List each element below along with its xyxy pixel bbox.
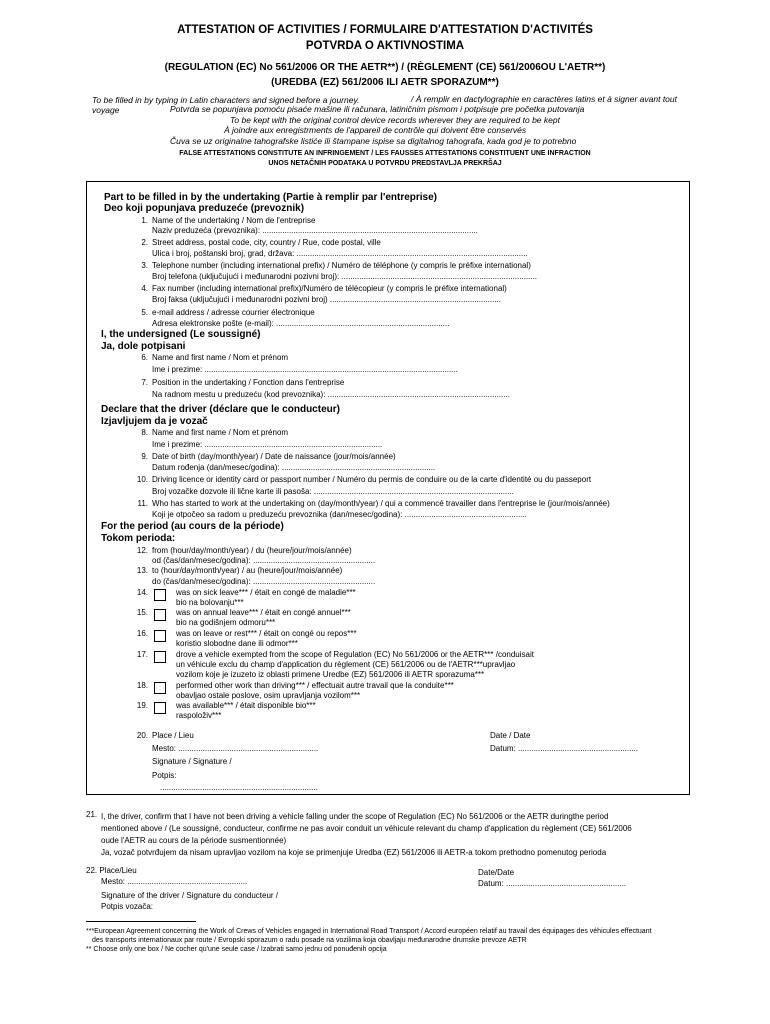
footnote-aetr-cont: des transports internationaux par route / Evropski sporazum o radu posade na vozilima koja obavljaju međunarodne drumske prevoze AETR (92, 937, 527, 944)
item-17-label: drove a vehicle exempted from the scope of Regulation (EC) No 561/2006 or the AETR*** /conduisait (176, 650, 534, 659)
leave-rest-checkbox[interactable] (154, 630, 166, 642)
item-19-label: was available*** / était disponible bio*** (176, 701, 316, 710)
signatory-name-field[interactable]: Ime i prezime: .................................................................................................................. (152, 365, 458, 374)
date-field[interactable]: Datum: ...................................................... (490, 744, 639, 753)
intro-line-2b: Potvrda se popunjava pomoću pisaće mašine ili računara, latiničnim pismom i potpisuje pre početka putovanja (170, 104, 585, 114)
item-4-label: Fax number (including international prefix)/Numéro de télécopieur (y compris le préfixe international) (152, 284, 507, 293)
item-number: 14. (136, 588, 148, 597)
section-driver: Declare that the driver (déclare que le conducteur) (101, 404, 340, 415)
footnote-divider (86, 921, 196, 922)
section-undersigned: I, the undersigned (Le soussigné) (101, 329, 261, 340)
section-undertaking: Part to be filled in by the undertaking (Partie à remplir par l'entreprise) (104, 192, 438, 203)
driver-date-label: Date/Date (478, 868, 515, 877)
annual-leave-checkbox[interactable] (154, 609, 166, 621)
item-12-label: from (hour/day/month/year) / du (heure/jour/mois/année) (152, 546, 352, 555)
item-3-label: Telephone number (including international prefix) / Numéro de téléphone (y compris le préfixe international) (152, 261, 531, 270)
sick-leave-checkbox[interactable] (154, 589, 166, 601)
regulation-line: (REGULATION (EC) No 561/2006 OR THE AETR**) / (RÈGLEMENT (CE) 561/2006OU L'AETR**) (164, 62, 606, 73)
position-field[interactable]: Na radnom mestu u preduzeću (kod prevoznika): .................................................................................. (152, 390, 510, 399)
signature-field[interactable]: ....................................................................... (160, 783, 318, 792)
item-19-label-sr: raspoloživ*** (176, 711, 222, 720)
item-number: 10. (136, 475, 148, 484)
driver-name-field[interactable]: Ime i prezime: ................................................................................ (152, 440, 383, 449)
birth-date-field[interactable]: Datum rođenja (dan/mesec/godina): ..................................................................... (152, 463, 436, 472)
driver-place-field[interactable]: Mesto: ...................................................... (101, 877, 248, 886)
item-18-label: performed other work than driving*** / effectuait autre travail que la conduite*** (176, 681, 454, 690)
warning-line-1: FALSE ATTESTATIONS CONSTITUTE AN INFRINGEMENT / LES FAUSSES ATTESTATIONS CONSTITUENT UNE INFRACTION (179, 150, 591, 157)
undertaking-name-field[interactable]: Naziv preduzeća (prevoznika): ................................................................................................. (152, 226, 478, 235)
item-16-label-sr: koristio slobodne dane ili odmor*** (176, 639, 298, 648)
section-undertaking-sr: Deo koji popunjava preduzeće (prevoznik) (104, 203, 305, 214)
start-date-field[interactable]: Koji je otpočeo sa radom u preduzeću prevoznika (dan/mesec/godina): ....................................................... (152, 510, 527, 519)
fax-field[interactable]: Broj faksa (uključujući i međunarodni pozivni broj) ............................................................................. (152, 295, 502, 304)
section-period: For the period (au cours de la période) (101, 521, 284, 532)
item-9-label: Date of birth (day/month/year) / Date de naissance (jour/mois/année) (152, 452, 396, 461)
item-number: 2. (141, 238, 148, 247)
driver-date-field[interactable]: Datum: ...................................................... (478, 879, 627, 888)
regulation-line-sr: (UREDBA (EZ) 561/2006 ILI AETR SPORAZUM**) (271, 77, 499, 88)
item-number: 16. (136, 629, 148, 638)
item-15-label: was on annual leave*** / était en congé annuel*** (176, 608, 351, 617)
item-number: 11. (137, 499, 148, 508)
item-5-label: e-mail address / adresse courrier électronique (152, 308, 315, 317)
driver-place-label: 22. Place/Lieu (86, 866, 137, 875)
signature-label: Signature / Signature / (152, 757, 232, 766)
item-11-label: Who has started to work at the undertaking on (day/month/year) / qui a commencé travailler dans l'entreprise le (jour/mois/année) (152, 499, 610, 508)
item-15-label-sr: bio na godišnjem odmoru*** (176, 618, 276, 627)
item-6-label: Name and first name / Nom et prénom (152, 353, 289, 362)
item-16-label: was on leave or rest*** / était on congé ou repos*** (176, 629, 357, 638)
intro-line-1b: / À remplir en dactylographie en caractères latins et à signer avant tout (411, 94, 678, 104)
driver-confirmation-line-2: mentioned above / (Le soussigné, conducteur, confirme ne pas avoir conduit un véhicule relevant du champ d'application du règlement (CE) 561/2006 (101, 824, 632, 833)
item-1-label: Name of the undertaking / Nom de l'entreprise (152, 216, 316, 225)
item-2-label: Street address, postal code, city, country / Rue, code postal, ville (152, 238, 381, 247)
item-number: 8. (141, 428, 148, 437)
item-10-label: Driving licence or identity card or passport number / Numéro du permis de conduire ou de la carte d'identité ou du passeport (152, 475, 592, 484)
item-14-label-sr: bio na bolovanju*** (176, 598, 244, 607)
item-number: 13. (136, 566, 148, 575)
item-number: 20. (136, 731, 148, 740)
section-undersigned-sr: Ja, dole potpisani (101, 341, 186, 352)
licence-number-field[interactable]: Broj vozačke dozvole ili lične karte ili pasoša: .......................................................................................... (152, 487, 514, 496)
driver-signature-field[interactable]: Potpis vozača: (101, 902, 154, 911)
item-number: 7. (141, 378, 148, 387)
item-8-label: Name and first name / Nom et prénom (152, 428, 289, 437)
item-number: 15. (136, 608, 148, 617)
item-14-label: was on sick leave*** / était en congé de maladie*** (176, 588, 356, 597)
place-field[interactable]: Mesto: ............................................................... (152, 744, 319, 753)
item-17-label-sr: vozilom koje je izuzeto iz oblasti primene Uredbe (EZ) 561/2006 ili AETR sporazuma*** (176, 670, 485, 679)
form-title-sr: POTVRDA O AKTIVNOSTIMA (305, 40, 465, 52)
item-17-label-fr: un véhicule exclu du champ d'application du règlement (CE) 561/2006 ou de l'AETR***upravljao (176, 660, 516, 669)
driver-confirmation-line-3: oude l'AETR au cours de la période susmentionnée) (101, 836, 287, 845)
signature-label-sr: Potpis: (152, 771, 177, 780)
footnote-choose-one: ** Choose only one box / Ne cocher qu'une seule case / Izabrati samo jednu od ponuđenih opcija (86, 946, 387, 953)
intro-line-4: À joindre aux enregistrments de l'appareil de contrôle qui doivent être conservés (224, 125, 527, 135)
intro-line-1a: To be filled in by typing in Latin characters and signed before a journey. (92, 95, 360, 105)
warning-line-2: UNOS NETAČNIH PODATAKA U POTVRDU PREDSTAVLJA PREKRŠAJ (268, 160, 502, 167)
item-number: 4. (141, 284, 148, 293)
date-label: Date / Date (490, 731, 531, 740)
form-title: ATTESTATION OF ACTIVITIES / FORMULAIRE D'ATTESTATION D'ACTIVITÉS (177, 24, 593, 36)
item-number: 12. (136, 546, 148, 555)
period-to-field[interactable]: do (čas/dan/mesec/godina): ....................................................... (152, 577, 376, 586)
item-21-number: 21. (86, 810, 98, 819)
available-checkbox[interactable] (154, 702, 166, 714)
item-number: 1. (141, 216, 148, 225)
driver-signature-label: Signature of the driver / Signature du conducteur / (101, 891, 278, 900)
exempted-vehicle-checkbox[interactable] (154, 651, 166, 663)
street-address-field[interactable]: Ulica i broj, poštanski broj, grad, država: ........................................................................................................ (152, 249, 528, 258)
item-number: 9. (141, 452, 148, 461)
period-from-field[interactable]: od (čas/dan/mesec/godina): ....................................................... (152, 556, 376, 565)
item-number: 6. (141, 353, 148, 362)
item-number: 18. (136, 681, 148, 690)
item-number: 3. (141, 261, 148, 270)
footnote-aetr: ***European Agreement concerning the Work of Crews of Vehicles engaged in International Road Transport / Accord européen relatif au travail des équipages des véhicules effectuant (86, 928, 652, 935)
place-label: Place / Lieu (152, 731, 194, 740)
email-field[interactable]: Adresa elektronske pošte (e-mail): .............................................................................. (152, 319, 450, 328)
driver-confirmation-line-4: Ja, vozač potvrđujem da nisam upravljao vozilom na koje se primenjuje Uredba (EZ) 561/2006 ili AETR-a tokom prethodno pomenutog perioda (101, 848, 607, 857)
telephone-field[interactable]: Broj telefona (uključujući i međunarodni pozivni broj): ........................................................................................ (152, 272, 538, 281)
intro-line-5: Čuva se uz originalne tahografske listiće ili štampane ispise sa digitalnog tahografa, kada god je to potrebno (170, 136, 577, 146)
item-7-label: Position in the undertaking / Fonction dans l'entreprise (152, 378, 345, 387)
other-work-checkbox[interactable] (154, 682, 166, 694)
section-period-sr: Tokom perioda: (101, 533, 176, 544)
section-driver-sr: Izjavljujem da je vozač (101, 416, 208, 427)
item-number: 19. (136, 701, 148, 710)
item-number: 17. (136, 650, 148, 659)
driver-confirmation-line-1: I, the driver, confirm that I have not been driving a vehicle falling under the scope of Regulation (EC) No 561/2006 or the AETR duringthe period (101, 812, 609, 821)
item-number: 5. (141, 308, 148, 317)
intro-line-3: To be kept with the original control device records wherever they are required to be kept (230, 115, 560, 125)
item-13-label: to (hour/day/month/year) / au (heure/jour/mois/année) (152, 566, 343, 575)
intro-line-2a: voyage (92, 105, 120, 115)
item-18-label-sr: obavljao ostale poslove, osim upravljanja vozilom*** (176, 691, 361, 700)
